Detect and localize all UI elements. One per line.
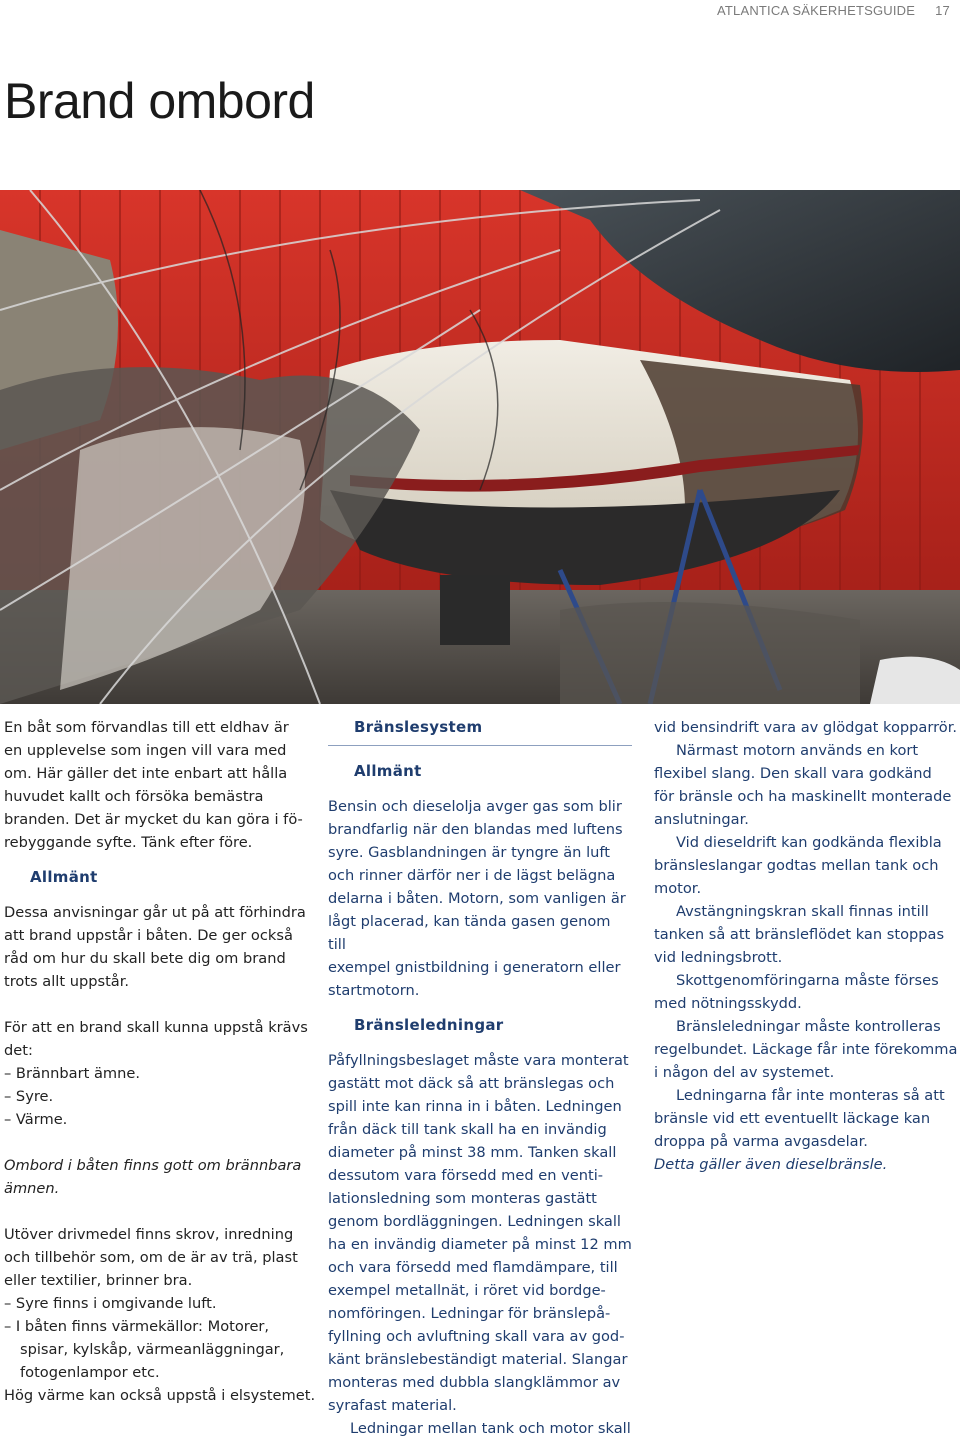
body-line: Dessa anvisningar går ut på att förhindra <box>4 904 306 921</box>
list-item: – Syre. <box>4 1088 54 1105</box>
body-line: lationsledning som monteras gastätt <box>328 1190 597 1207</box>
body-line: syre. Gasblandningen är tyngre än luft <box>328 844 610 861</box>
subheading-bransleledningar: Bränsleledningar <box>354 1016 504 1034</box>
photo-illustration <box>0 190 960 704</box>
intro-line: huvudet kallt och försöka bemästra <box>4 788 264 805</box>
body-line: bränsle vid ett eventuellt läckage kan <box>654 1110 931 1127</box>
body-line: För att en brand skall kunna uppstå krävs <box>4 1019 308 1036</box>
guide-name: ATLANTICA SÄKERHETSGUIDE <box>716 2 916 18</box>
body-line: Hög värme kan också uppstå i elsystemet. <box>4 1387 316 1404</box>
allmant-heading: Allmänt <box>30 868 98 886</box>
body-line: Vid dieseldrift kan godkända flexibla <box>676 834 942 851</box>
intro-line: En båt som förvandlas till ett eldhav är <box>4 719 289 736</box>
body-line: genom bordläggningen. Ledningen skall <box>328 1213 621 1230</box>
column-2 <box>328 716 632 1440</box>
body-line: nomföringen. Ledningar för bränslepå- <box>328 1305 611 1322</box>
body-line: Bensin och dieselolja avger gas som blir <box>328 798 622 815</box>
list-item: – Värme. <box>4 1111 68 1128</box>
body-line: Skottgenomföringarna måste förses <box>676 972 939 989</box>
body-line: delarna i båten. Motorn, som vanligen är <box>328 890 626 907</box>
italic-line: Ombord i båten finns gott om brännbara <box>4 1157 302 1174</box>
body-line: eller textilier, brinner bra. <box>4 1272 193 1289</box>
body-line: anslutningar. <box>654 811 749 828</box>
body-line: och vara försedd med flamdämpare, till <box>328 1259 618 1276</box>
body-line: lågt placerad, kan tända gasen genom till <box>328 913 611 953</box>
body-line: exempel gnistbildning i generatorn eller <box>328 959 621 976</box>
body-line: vid bensindrift vara av glödgat kopparrör. <box>654 719 957 736</box>
body-line: för bränsle och ha maskinellt monterade <box>654 788 952 805</box>
body-line: vid ledningsbrott. <box>654 949 783 966</box>
body-line: ha en invändig diameter på minst 12 mm <box>328 1236 632 1253</box>
intro-line: om. Här gäller det inte enbart att hålla <box>4 765 288 782</box>
body-line: exempel metallnät, i röret vid bordge- <box>328 1282 606 1299</box>
list-item: spisar, kylskåp, värmeanläggningar, <box>20 1341 285 1358</box>
column-1 <box>4 716 316 1407</box>
body-line: känt bränslebeständigt material. Slangar <box>328 1351 628 1368</box>
body-line: Utöver drivmedel finns skrov, inredning <box>4 1226 294 1243</box>
body-line: gastätt mot däck så att bränslegas och <box>328 1075 615 1092</box>
body-line: tanken så att bränsleflödet kan stoppas <box>654 926 945 943</box>
page-title: Brand ombord <box>4 73 315 129</box>
subheading-allmant: Allmänt <box>354 762 422 780</box>
intro-line: rebyggande syfte. Tänk efter före. <box>4 834 253 851</box>
intro-line: en upplevelse som ingen vill vara med <box>4 742 287 759</box>
body-line: droppa på varma avgasdelar. <box>654 1133 868 1150</box>
body-line: fyllning och avluftning skall vara av god- <box>328 1328 625 1345</box>
body-line: råd om hur du skall bete dig om brand <box>4 950 286 967</box>
body-line: det: <box>4 1042 33 1059</box>
page-number: 17 <box>935 2 950 18</box>
body-line: Närmast motorn används en kort <box>676 742 919 759</box>
body-line: och tillbehör som, om de är av trä, plast <box>4 1249 298 1266</box>
body-line: regelbundet. Läckage får inte förekomma <box>654 1041 958 1058</box>
body-line: och rinner därför ner i de lägst belägna <box>328 867 616 884</box>
boat-fire-photo <box>0 190 960 704</box>
body-line: med nötningsskydd. <box>654 995 802 1012</box>
intro-line: branden. Det är mycket du kan göra i fö- <box>4 811 303 828</box>
body-line: i någon del av systemet. <box>654 1064 835 1081</box>
section-heading: Bränslesystem <box>354 718 483 736</box>
body-line: från däck till tank skall ha en invändig <box>328 1121 607 1138</box>
column-3 <box>654 716 958 1176</box>
body-line: Ledningar mellan tank och motor skall <box>350 1420 631 1437</box>
body-line: brandfarlig när den blandas med luftens <box>328 821 623 838</box>
body-line: Bränsleledningar måste kontrolleras <box>676 1018 941 1035</box>
list-item: – Syre finns i omgivande luft. <box>4 1295 217 1312</box>
heading-rule <box>328 745 632 746</box>
body-line: Avstängningskran skall finnas intill <box>676 903 929 920</box>
page-header <box>717 0 950 20</box>
body-line: syrafast material. <box>328 1397 457 1414</box>
body-line: trots allt uppstår. <box>4 973 130 990</box>
body-line: startmotorn. <box>328 982 420 999</box>
body-line: dessutom vara försedd med en venti- <box>328 1167 604 1184</box>
list-item: – Brännbart ämne. <box>4 1065 140 1082</box>
list-item: fotogenlampor etc. <box>20 1364 160 1381</box>
body-line: diameter på minst 38 mm. Tanken skall <box>328 1144 617 1161</box>
body-line: bränsleslangar godtas mellan tank och <box>654 857 939 874</box>
body-line: spill inte kan rinna in i båten. Ledningen <box>328 1098 622 1115</box>
list-item: – I båten finns värmekällor: Motorer, <box>4 1318 270 1335</box>
body-line: Påfyllningsbeslaget måste vara monterat <box>328 1052 629 1069</box>
body-line: motor. <box>654 880 702 897</box>
body-line: att brand uppstår i båten. De ger också <box>4 927 293 944</box>
body-line: Ledningarna får inte monteras så att <box>676 1087 945 1104</box>
body-line: monteras med dubbla slangklämmor av <box>328 1374 621 1391</box>
body-line: flexibel slang. Den skall vara godkänd <box>654 765 932 782</box>
italic-line: Detta gäller även dieselbränsle. <box>654 1156 888 1173</box>
italic-line: ämnen. <box>4 1180 60 1197</box>
